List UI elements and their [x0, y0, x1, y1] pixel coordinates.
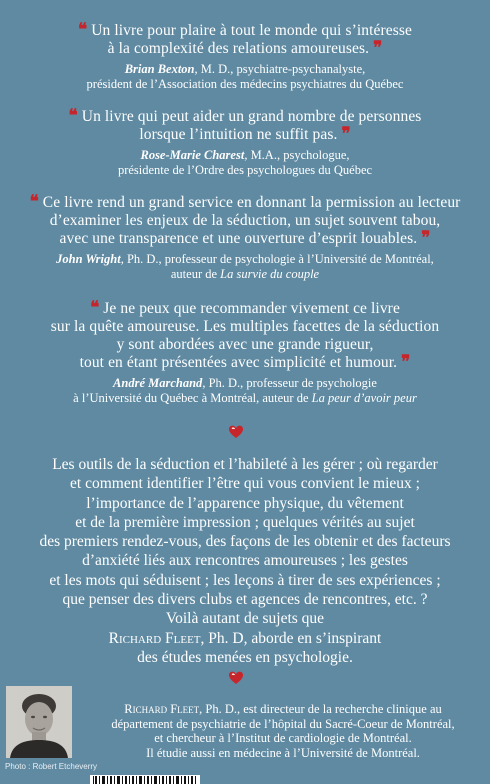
quote-4 — [0, 300, 490, 406]
quote-3-author: John Wright — [56, 252, 121, 266]
quote-1-detail-2: président de l’Association des médecins psychiatres du Québec — [86, 77, 404, 91]
heart-icon — [228, 670, 244, 686]
quote-2-detail-2: présidente de l’Ordre des psychologues du Québec — [117, 163, 373, 177]
description-line-7: et les mots qui séduisent ; les leçons à tirer de ses expériences ; — [49, 571, 441, 589]
quote-3-detail-1: , Ph. D., professeur de psychologie à l’Université de Montréal, — [120, 252, 434, 266]
description-line-2: et comment identifier l’être qui vous convient le mieux ; — [70, 475, 420, 493]
bio-line-1-rest: , Ph. D., est directeur de la recherche clinique au — [199, 702, 442, 716]
quote-3-line-1: Ce livre rend un grand service en donnant la permission au lecteur — [42, 194, 461, 211]
quote-3 — [0, 194, 490, 282]
quote-4-line-3: y sont abordées avec une grande rigueur, — [116, 336, 374, 353]
book-description — [0, 455, 490, 667]
bio-line-2: département de psychiatrie de l’hôpital du Sacré-Coeur de Montréal, — [111, 716, 455, 731]
quote-2-line-1: Un livre qui peut aider un grand nombre de personnes — [81, 108, 422, 125]
open-quote-icon: ❝ — [78, 20, 88, 40]
quote-4-line-1: Je ne peux que recommander vivement ce livre — [103, 300, 400, 317]
bio-line-3: et chercheur à l’Institut de cardiologie de Montréal. — [154, 731, 412, 745]
quote-2-line-2: lorsque l’intuition ne suffit pas. — [139, 126, 338, 143]
quote-4-detail-2: à l’Université du Québec à Montréal, auteur de — [73, 391, 312, 405]
quote-4-detail-1: , Ph. D., professeur de psychologie — [202, 376, 377, 390]
heart-icon — [228, 424, 244, 440]
quote-1-line-2: à la complexité des relations amoureuses. — [107, 40, 370, 57]
close-quote-icon: ❞ — [401, 352, 411, 372]
quote-2-author: Rose-Marie Charest — [140, 148, 245, 162]
quote-2-detail-1: , M.A., psychologue, — [244, 148, 350, 162]
description-last-line: des études menées en psychologie. — [137, 648, 353, 666]
quote-1 — [0, 22, 490, 92]
description-line-3: l’importance de l’apparence physique, du vêtement — [86, 494, 404, 512]
close-quote-icon: ❞ — [373, 38, 383, 58]
description-author-name: Richard Fleet — [108, 629, 201, 647]
barcode-icon — [90, 775, 200, 784]
author-bio — [78, 702, 488, 760]
close-quote-icon: ❞ — [341, 124, 351, 144]
quote-1-detail-1: , M. D., psychiatre-psychanalyste, — [194, 62, 366, 76]
author-photo — [6, 686, 72, 758]
quote-4-line-2: sur la quête amoureuse. Les multiples facettes de la séduction — [50, 318, 440, 335]
open-quote-icon: ❝ — [29, 192, 39, 212]
bio-author-name: Richard Fleet — [124, 702, 200, 716]
description-line-8: que penser des divers clubs et agences de rencontres, etc. ? — [62, 591, 428, 609]
description-author-suffix: , Ph. D, aborde en s’inspirant — [200, 629, 382, 647]
photo-credit: Photo : Robert Etcheverry — [5, 762, 98, 771]
quote-4-author: André Marchand — [113, 376, 203, 390]
quote-3-book-title: La survie du couple — [220, 267, 320, 281]
quote-1-line-1: Un livre pour plaire à tout le monde qui s’intéresse — [91, 22, 412, 39]
quote-3-line-3: avec une transparence et une ouverture d’esprit louables. — [59, 230, 418, 247]
description-line-1: Les outils de la séduction et l’habileté à les gérer ; où regarder — [52, 456, 438, 473]
description-line-5: des premiers rendez-vous, des façons de les obtenir et des facteurs — [39, 533, 451, 551]
open-quote-icon: ❝ — [68, 106, 78, 126]
bio-line-4: Il étudie aussi en médecine à l’Université de Montréal. — [146, 745, 420, 760]
close-quote-icon: ❞ — [421, 228, 431, 248]
quote-1-author: Brian Bexton — [124, 62, 195, 76]
quote-4-book-title: La peur d’avoir peur — [311, 391, 417, 405]
quote-4-line-4: tout en étant présentées avec simplicité et humour. — [79, 354, 398, 371]
description-line-4: et de la première impression ; quelques vérités au sujet — [75, 513, 415, 531]
quote-3-line-2: d’examiner les enjeux de la séduction, un sujet souvent tabou, — [49, 212, 441, 229]
quote-2 — [0, 108, 490, 178]
open-quote-icon: ❝ — [90, 298, 100, 318]
description-line-9: Voilà autant de sujets que — [165, 610, 325, 628]
description-line-6: d’anxiété liés aux rencontres amoureuses ; les gestes — [82, 552, 408, 570]
quote-3-detail-2: auteur de — [170, 267, 221, 281]
